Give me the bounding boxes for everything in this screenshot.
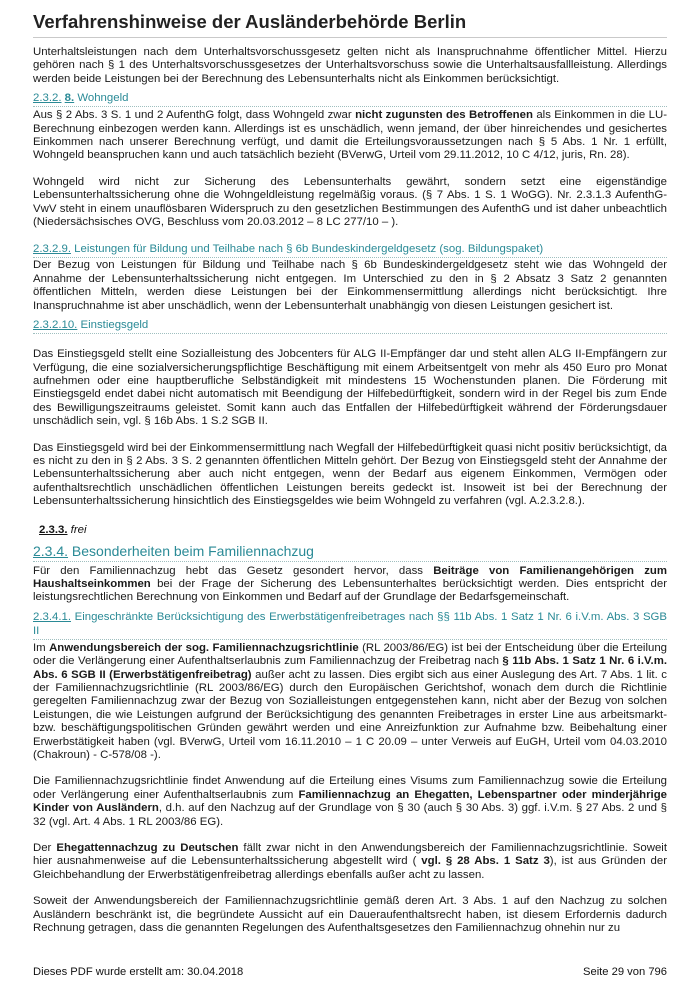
section-number[interactable]: 2.3.2. [33,92,62,105]
freibetrag-paragraph-4: Soweit der Anwendungsbereich der Familiennachzugsrichtlinie gemäß deren Art. 3 Abs. 1 auf den Nachzug zu solchen Ausländern beschränkt ist, die begründete Aussicht auf ein Daueraufenthaltsrecht haben, ist diesem Erfordernis dadurch Rechnung getragen, dass die genannten Regelungen des Aufenthaltsgesetzes den Familiennachzug ohnehin nur zu [33,895,667,935]
bildungspaket-paragraph: Der Bezug von Leistungen für Bildung und Teilhabe nach § 6b Bundeskindergeldgesetz steht wie das Wohngeld der Annahme der Lebensunterhaltssicherung nicht entgegen. Im Unterschied zu den in § 2 Absatz 3 Satz 2 genannten öffentlichen Mitteln, werden diese Leistungen bei der Einkommensermittlung allerdings nicht berücksichtigt. Ihre Inanspruchnahme ist aber unschädlich, wenn der Lebensunterhalt unabhängig von diesen Leistungen gesichert ist. [33,259,667,312]
section-title: Besonderheiten beim Familiennachzug [71,542,314,559]
heading-divider [33,333,667,334]
section-title: Leistungen für Bildung und Teilhabe nach § 6b Bundeskindergeldgesetz (sog. Bildungspaket) [74,243,544,256]
footer-page-number: Seite 29 von 796 [583,966,667,978]
page-footer [33,966,667,978]
section-familiennachzug [33,543,667,605]
heading-divider [33,257,667,258]
section-number[interactable]: 2.3.4. [33,542,69,559]
footer-created-date: Dieses PDF wurde erstellt am: 30.04.2018 [33,966,244,978]
section-heading-bildungspaket [33,242,667,256]
intro-paragraph: Unterhaltsleistungen nach dem Unterhaltsvorschussgesetz gelten nicht als Inanspruchnahme öffentlicher Mittel. Hierzu gehören nach § 1 des Unterhaltsvorschussgesetzes der Unterhaltsvorschuss sowie die Unterhaltsausfallleistung. Allerdings werden beide Leistungen bei der Berechnung des Lebensunterhalts nicht als Einkommen berücksichtigt. [33,46,667,85]
einstiegsgeld-paragraph-2: Das Einstiegsgeld wird bei der Einkommensermittlung nach Wegfall der Hilfebedürftigkeit quasi nicht positiv berücksichtigt, da es nicht zu den in § 2 Abs. 3 S. 2 genannten öffentlichen Mitteln gehört. Der Bezug von Einstiegsgeld steht der Annahme der Lebensunterhaltssicherung aber auch nicht entgegen, wenn der Bedarf aus eigenem Einkommen, Vermögen oder aufenthaltsrechtlich unschädlichen öffentlichen Leistungen bereits gedeckt ist. Insoweit ist bei der Berechnung der Lebensunterhaltssicherung hinsichtlich des Einstiegsgeldes wie beim Wohngeld zu verfahren (vgl. A.2.3.2.8.). [33,441,667,508]
freibetrag-paragraph-1: Im Anwendungsbereich der sog. Familiennachzugsrichtlinie (RL 2003/86/EG) ist bei der Entscheidung über die Erteilung oder die Verlängerung einer Aufenthaltserlaubnis zum Familiennachzug der Freibetrag nach § 11b Abs. 1 Satz 1 Nr. 6 i.V.m. Abs. 6 SGB II (Erwerbstätigenfreibetrag) außer acht zu lassen. Dies ergibt sich aus einer Auslegung des Art. 7 Abs. 1 lit. c der Familiennachzugsrichtlinie (RL 2003/86/EG) durch den Europäischen Gerichtshof, wonach dem durch die Richtlinie geregelten Familiennachzug zwar der Bezug von Sozialleistungen entgegenstehen kann, nicht aber der Bezug von solchen Leistungen, die wie Leistungen aufgrund der Berücksichtigung des genannten Freibetrages in erster Line aus arbeitsmarkt- bzw. beschäftigungspolitischen Gründen gewährt werden und eine Anreizfunktion zur Aufnahme bzw. Beibehaltung einer Erwerbstätigkeit haben (vgl. BVerwG, Urteil vom 16.11.2010 – 1 C 20.09 – unter Verweis auf EuGH, Urteil vom 04.03.2010 (Chakroun) - C-578/08 -). [33,641,667,762]
einstiegsgeld-paragraph-1: Das Einstiegsgeld stellt eine Sozialleistung des Jobcenters für ALG II-Empfänger dar und steht allen ALG II-Empfängern zur Verfügung, die eine sozialversicherungspflichtige Beschäftigung mit einem Arbeitsentgelt von mehr als 450 Euro pro Monat aufnehmen oder eine hauptberufliche Selbständigkeit mit mindestens 15 Wochenstunden planen. Die Förderung mit Einstiegsgeld endet dabei nicht automatisch mit Beendigung der Hilfebedürftigkeit, sondern wird in der Regel bis zum Ende des Bewilligungszeitraums geleistet. Somit kann auch das Entfallen der Hilfebedürftigkeit während der Förderungsdauer unschädlich sein, vgl. § 16b Abs. 1 S.2 SGB II. [33,348,667,428]
section-heading-einstiegsgeld [33,318,667,332]
section-heading-familiennachzug [33,543,667,560]
wohngeld-paragraph-2: Wohngeld wird nicht zur Sicherung des Lebensunterhalts gewährt, sondern setzt eine eigenständige Lebensunterhaltssicherung ohne die Wohngeldleistung regelmäßig voraus. (§ 7 Abs. 1 S. 1 WoGG). Nr. 2.3.1.3 AufenthG-VwV steht in einem unauflösbaren Widerspruch zu den gesetzlichen Bestimmungen des AufenthG und ist daher unbeachtlich (Niedersächsisches OVG, Beschluss vom 20.03.2012 – 8 LC 277/10 – ). [33,175,667,229]
section-number[interactable]: 2.3.4.1. [33,610,71,623]
section-title: Wohngeld [77,92,129,105]
section-title: Eingeschränkte Berücksichtigung des Erwerbstätigenfreibetrages nach §§ 11b Abs. 1 Satz 1 Nr. 6 i.V.m. Abs. 3 SGB II [33,610,667,637]
section-erwerbstaetigenfreibetrag [33,610,667,936]
page-title: Verfahrenshinweise der Ausländerbehörde Berlin [33,11,467,32]
section-number[interactable]: 2.3.2.10. [33,319,78,332]
wohngeld-paragraph-1: Aus § 2 Abs. 3 S. 1 und 2 AufenthG folgt, dass Wohngeld zwar nicht zugunsten des Betroffenen als Einkommen in die LU- Berechnung einbezogen werden kann. Allerdings ist es unschädlich, wenn jemand, der über hinreichendes und gesichertes Einkommen nach unserer Berechnung verfügt, und damit die Erteilungsvoraussetzungen nach § 5 Abs. 1 Nr. 1 erfüllt, Wohngeld beanspruchen kann und auch tatsächlich bezieht (BVerwG, Urteil vom 29.11.2012, 10 C 4/12, juris, Rn. 28). [33,109,667,162]
title-divider [33,37,667,38]
heading-divider [33,106,667,107]
section-number[interactable]: 2.3.3. [39,523,68,536]
document-page [33,10,667,936]
heading-divider [33,561,667,562]
section-einstiegsgeld [33,318,667,508]
freibetrag-paragraph-3: Der Ehegattennachzug zu Deutschen fällt zwar nicht in den Anwendungsbereich der Familiennachzugsrichtlinie. Soweit hier ausnahmenweise auf die Lebensunterhaltssicherung abgestellt wird ( vgl. § 28 Abs. 1 Satz 3), ist aus Gründen der Gleichbehandlung der Erwerbstätigenfreibetrag allerdings ebenfalls außer acht zu lassen. [33,842,667,881]
section-number-bold[interactable]: 8. [64,92,75,105]
familiennachzug-paragraph: Für den Familiennachzug hebt das Gesetz gesondert hervor, dass Beiträge von Familienangehörigen zum Haushaltseinkommen bei der Frage der Sicherung des Lebensunterhaltes berücksichtigt werden. Dies entspricht der leistungsrechtlichen Berechnung von Einkommen und Bedarf auf der Grundlage der Bedarfsgemeinschaft. [33,564,667,604]
heading-divider [33,639,667,640]
section-title: Einstiegsgeld [80,319,149,332]
section-frei [39,523,667,537]
section-heading-erwerbstaetigenfreibetrag [33,610,667,638]
freibetrag-paragraph-2: Die Familiennachzugsrichtlinie findet Anwendung auf die Erteilung eines Visums zum Familiennachzug sowie die Erteilung oder Verlängerung einer Aufenthaltserlaubnis zum Familiennachzug an Ehegatten, Lebenspartner oder minderjährige Kinder von Ausländern, d.h. auf den Nachzug auf der Grundlage von § 30 (auch § 30 Abs. 3) ggf. i.V.m. § 27 Abs. 2 und § 32 (vgl. Art. 4 Abs. 1 RL 2003/86 EG). [33,775,667,828]
section-wohngeld [33,91,667,229]
section-text: frei [70,523,87,536]
section-heading-wohngeld [33,91,667,105]
section-bildungspaket [33,242,667,313]
section-number[interactable]: 2.3.2.9. [33,243,71,256]
